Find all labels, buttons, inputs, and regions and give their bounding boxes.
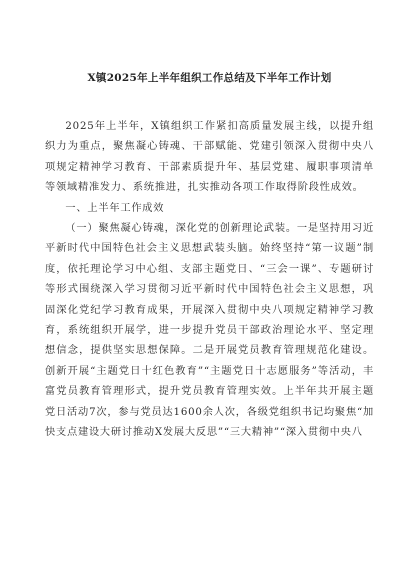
intro-paragraph: 2025年上半年，X镇组织工作紧扣高质量发展主线，以提升组织力为重点，聚焦凝心铸魂、干部赋能、党建引领深入贯彻中央八项规定精神学习教育、干部素质提升年、基层党建、履职事项清单等领域精准发力、系统推进，扎实推动各项工作取得阶段性成效。	[45, 121, 374, 194]
document-title: X镇2025年上半年组织工作总结及下半年工作计划	[87, 72, 332, 84]
section-heading: 一、上半年工作成效	[65, 202, 165, 214]
body-paragraph: （一）聚焦凝心铸魂，深化党的创新理论武装。一是坚持用习近平新时代中国特色社会主义思想武装头脑。始终坚持“第一议题”制度，依托理论学习中心组、支部主题党日、“三会一课”、专题研讨等形式围绕深入学习贯彻习近平新时代中国特色社会主义思想，巩固深化党纪学习教育成果，开展深入贯彻中央八项规定精神学习教育，系统组织开展学，进一步提升党员干部政治理论水平、坚定理想信念，提供坚实思想保障。二是开展党员教育管理规范化建设。创新开展“主题党日十红色教育”“主题党日十志愿服务”等活动，丰富党员教育管理形式，提升党员教育管理实效。上半年共开展主题党日活动7次，参与党员达1600余人次，各级党组织书记均聚焦“加快支点建设大研讨推动X发展大反思”“三大精神”“深入贯彻中央八	[45, 223, 374, 439]
